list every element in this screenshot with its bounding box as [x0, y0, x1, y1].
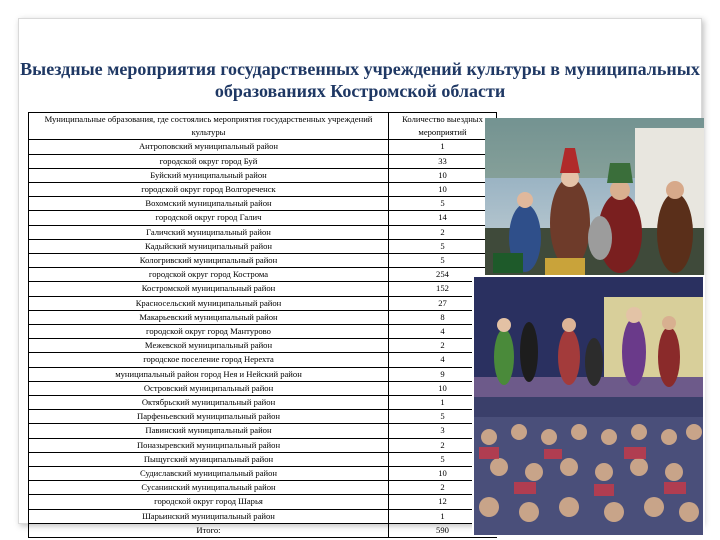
table-row: [29, 254, 497, 268]
table-row: [29, 467, 497, 481]
table-row: [29, 168, 497, 182]
total-label: Итого:: [29, 523, 389, 537]
event-count: 2: [389, 438, 497, 452]
event-count: 5: [389, 452, 497, 466]
table-row: [29, 197, 497, 211]
municipality-name: Костромской муниципальный район: [29, 282, 389, 296]
event-count: 5: [389, 197, 497, 211]
events-table: [28, 112, 497, 538]
table-row: [29, 481, 497, 495]
table-row: [29, 438, 497, 452]
municipality-name: городской округ город Галич: [29, 211, 389, 225]
event-count: 33: [389, 154, 497, 168]
event-count: 2: [389, 225, 497, 239]
total-count: 590: [389, 523, 497, 537]
event-count: 9: [389, 367, 497, 381]
municipality-name: Пыщугский муниципальный район: [29, 452, 389, 466]
event-count: 152: [389, 282, 497, 296]
table-row: [29, 339, 497, 353]
table-row: [29, 424, 497, 438]
municipality-name: городской округ город Мантурово: [29, 325, 389, 339]
table-row: [29, 367, 497, 381]
municipality-name: Макарьевский муниципальный район: [29, 310, 389, 324]
table-row: [29, 268, 497, 282]
indoor-stage-performance-photo: [472, 275, 705, 537]
event-count: 5: [389, 410, 497, 424]
outdoor-performance-photo: [485, 118, 704, 276]
table-row: [29, 509, 497, 523]
event-count: 2: [389, 339, 497, 353]
municipality-name: городской округ город Кострома: [29, 268, 389, 282]
event-count: 5: [389, 254, 497, 268]
table-row: [29, 225, 497, 239]
table-row: [29, 296, 497, 310]
table-row: [29, 353, 497, 367]
event-count: 10: [389, 168, 497, 182]
table-row: [29, 239, 497, 253]
slide-title: Выездные мероприятия государственных учреждений культуры в муниципальных образованиях Костромской области: [20, 59, 700, 101]
municipality-name: Октябрьский муниципальный район: [29, 396, 389, 410]
event-count: 10: [389, 381, 497, 395]
municipality-name: Шарьинский муниципальный район: [29, 509, 389, 523]
municipality-name: Межевской муниципальный район: [29, 339, 389, 353]
event-count: 5: [389, 239, 497, 253]
table-row: [29, 495, 497, 509]
event-count: 254: [389, 268, 497, 282]
event-count: 10: [389, 183, 497, 197]
municipality-name: городской округ город Буй: [29, 154, 389, 168]
table-row: [29, 282, 497, 296]
municipality-name: Парфеньевский муниципальный район: [29, 410, 389, 424]
table-header-row: [29, 113, 497, 140]
event-count: 1: [389, 396, 497, 410]
municipality-name: Кадыйский муниципальный район: [29, 239, 389, 253]
event-count: 12: [389, 495, 497, 509]
table-row: [29, 183, 497, 197]
table-row: [29, 410, 497, 424]
municipality-name: Вохомский муниципальный район: [29, 197, 389, 211]
municipality-name: городское поселение город Нерехта: [29, 353, 389, 367]
event-count: 10: [389, 467, 497, 481]
municipality-name: Галичский муниципальный район: [29, 225, 389, 239]
header-municipality: Муниципальные образования, где состоялись мероприятия государственных учреждений культуры: [29, 113, 389, 140]
event-count: 3: [389, 424, 497, 438]
table-row: [29, 310, 497, 324]
municipality-name: Кологривский муниципальный район: [29, 254, 389, 268]
event-count: 1: [389, 509, 497, 523]
event-count: 27: [389, 296, 497, 310]
event-count: 1: [389, 140, 497, 154]
table-row: [29, 396, 497, 410]
municipality-name: Буйский муниципальный район: [29, 168, 389, 182]
municipality-name: муниципальный район город Нея и Нейский район: [29, 367, 389, 381]
event-count: 14: [389, 211, 497, 225]
table-row: [29, 154, 497, 168]
table-row: [29, 452, 497, 466]
municipality-name: Сусанинский муниципальный район: [29, 481, 389, 495]
event-count: 4: [389, 353, 497, 367]
table-row: [29, 140, 497, 154]
event-count: 8: [389, 310, 497, 324]
header-count: Количество выездных мероприятий: [389, 113, 497, 140]
event-count: 4: [389, 325, 497, 339]
municipality-name: Поназыревский муниципальный район: [29, 438, 389, 452]
table-row: [29, 325, 497, 339]
table-row: [29, 381, 497, 395]
municipality-name: Островский муниципальный район: [29, 381, 389, 395]
municipality-name: Павинский муниципальный район: [29, 424, 389, 438]
event-count: 2: [389, 481, 497, 495]
municipality-name: Красносельский муниципальный район: [29, 296, 389, 310]
municipality-name: Судиславский муниципальный район: [29, 467, 389, 481]
municipality-name: Антроповский муниципальный район: [29, 140, 389, 154]
municipality-name: городской округ город Шарья: [29, 495, 389, 509]
table-total-row: [29, 523, 497, 537]
table-row: [29, 211, 497, 225]
municipality-name: городской округ город Волгореченск: [29, 183, 389, 197]
